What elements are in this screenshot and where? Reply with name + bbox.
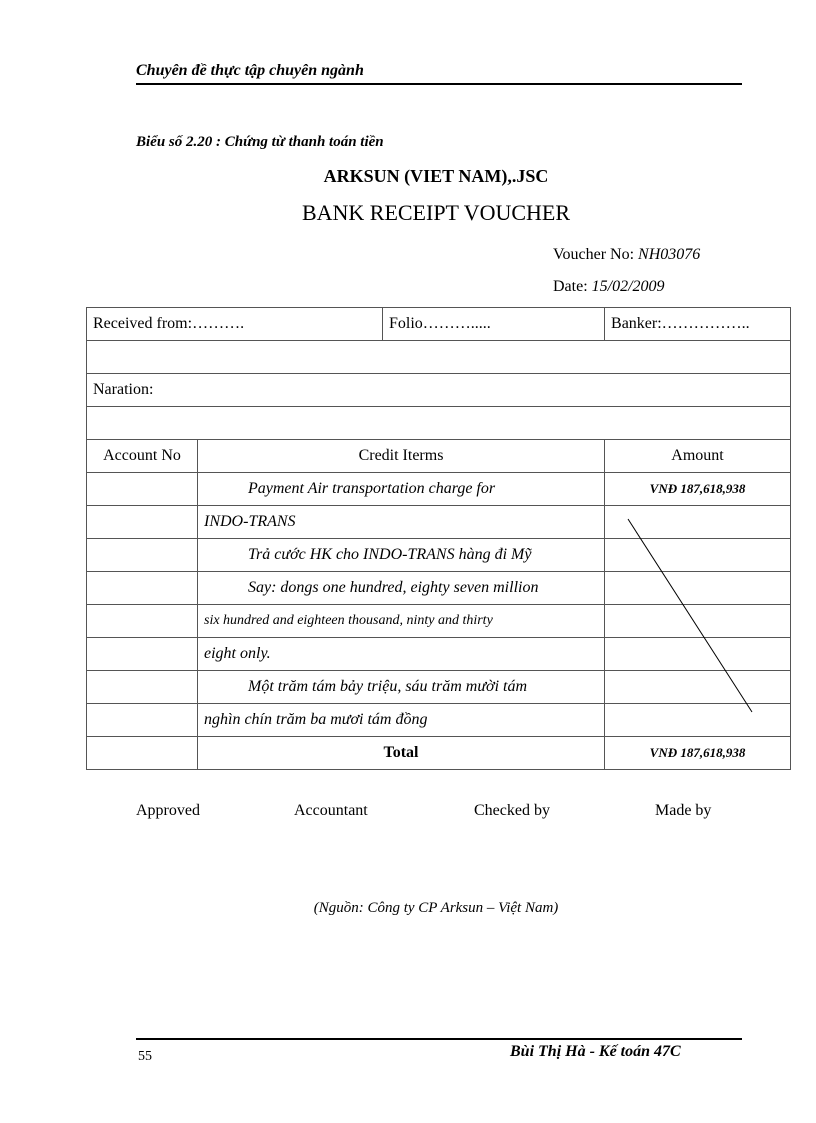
voucher-date-value: 15/02/2009 xyxy=(591,278,665,295)
voucher-number-value: NH03076 xyxy=(638,246,701,263)
total-row xyxy=(87,737,791,770)
account-cell xyxy=(87,506,198,539)
page-number: 55 xyxy=(138,1049,152,1064)
table-row xyxy=(87,539,791,572)
accountant-signature-label: Accountant xyxy=(294,802,368,819)
credit-line: Payment Air transportation charge for xyxy=(198,473,605,506)
voucher-title: BANK RECEIPT VOUCHER xyxy=(301,200,571,225)
total-label: Total xyxy=(198,737,605,770)
amount-cell xyxy=(605,704,791,737)
voucher-date-line xyxy=(553,278,665,296)
table-row xyxy=(87,341,791,374)
table-row xyxy=(87,506,791,539)
author-footer: Bùi Thị Hà - Kế toán 47C xyxy=(510,1043,681,1060)
voucher-date-label: Date: xyxy=(553,278,588,295)
blank-cell xyxy=(87,407,791,440)
table-row xyxy=(87,572,791,605)
approved-signature-label: Approved xyxy=(136,802,200,819)
credit-line: Một trăm tám bảy triệu, sáu trăm mười tám xyxy=(198,671,605,704)
company-name: ARKSUN (VIET NAM),.JSC xyxy=(323,166,549,186)
credit-line: INDO-TRANS xyxy=(198,506,605,539)
total-amount: VNĐ 187,618,938 xyxy=(605,737,791,770)
table-row xyxy=(87,374,791,407)
credit-line: eight only. xyxy=(198,638,605,671)
checked-by-signature-label: Checked by xyxy=(474,802,550,819)
table-row xyxy=(87,407,791,440)
amount-cell xyxy=(605,572,791,605)
table-row xyxy=(87,605,791,638)
table-row xyxy=(87,671,791,704)
account-no-header: Account No xyxy=(87,440,198,473)
table-row xyxy=(87,473,791,506)
received-from-cell: Received from:………. xyxy=(87,308,383,341)
footer-rule xyxy=(136,1038,742,1040)
blank-cell xyxy=(87,341,791,374)
account-cell xyxy=(87,638,198,671)
account-cell xyxy=(87,737,198,770)
amount-cell: VNĐ 187,618,938 xyxy=(605,473,791,506)
account-cell xyxy=(87,671,198,704)
voucher-table xyxy=(86,307,791,770)
voucher-number-label: Voucher No: xyxy=(553,246,635,263)
account-cell xyxy=(87,572,198,605)
account-cell xyxy=(87,704,198,737)
credit-line: Trả cước HK cho INDO-TRANS hàng đi Mỹ xyxy=(198,539,605,572)
credit-items-header: Credit Iterms xyxy=(198,440,605,473)
amount-cell xyxy=(605,605,791,638)
credit-line: six hundred and eighteen thousand, ninty and thirty xyxy=(198,605,605,638)
amount-cell xyxy=(605,506,791,539)
table-row xyxy=(87,638,791,671)
table-row xyxy=(87,704,791,737)
account-cell xyxy=(87,539,198,572)
folio-cell: Folio………..... xyxy=(383,308,605,341)
credit-line: nghìn chín trăm ba mươi tám đồng xyxy=(198,704,605,737)
voucher-number-line xyxy=(553,246,700,264)
amount-header: Amount xyxy=(605,440,791,473)
amount-cell xyxy=(605,539,791,572)
table-row xyxy=(87,308,791,341)
account-cell xyxy=(87,473,198,506)
credit-line: Say: dongs one hundred, eighty seven million xyxy=(198,572,605,605)
source-note: (Nguồn: Công ty CP Arksun – Việt Nam) xyxy=(313,900,559,916)
amount-cell xyxy=(605,638,791,671)
figure-caption: Biểu số 2.20 : Chứng từ thanh toán tiền xyxy=(136,134,384,150)
document-header-title: Chuyên đề thực tập chuyên ngành xyxy=(136,62,364,79)
table-header-row xyxy=(87,440,791,473)
amount-cell xyxy=(605,671,791,704)
header-rule xyxy=(136,83,742,85)
naration-cell: Naration: xyxy=(87,374,791,407)
banker-cell: Banker:…………….. xyxy=(605,308,791,341)
made-by-signature-label: Made by xyxy=(655,802,712,819)
account-cell xyxy=(87,605,198,638)
